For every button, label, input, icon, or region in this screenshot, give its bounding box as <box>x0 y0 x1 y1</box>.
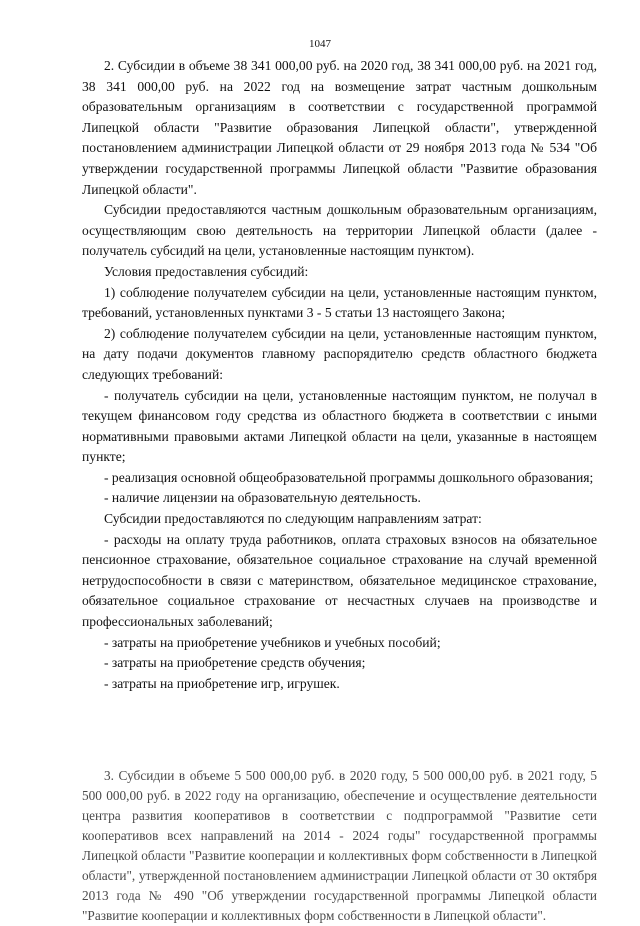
page-number: 1047 <box>309 38 331 50</box>
paragraph-directions-heading: Субсидии предоставляются по следующим направлениям затрат: <box>104 511 482 527</box>
paragraph-condition-1: 1) соблюдение получателем субсидии на цели, установленные настоящим пунктом, требований, установленных пунктами 3 - 5 статьи 13 настоящего Закона; <box>82 284 597 321</box>
paragraph-direction-3: - затраты на приобретение средств обучения; <box>104 655 366 671</box>
paragraph-conditions-heading: Условия предоставления субсидий: <box>104 263 309 279</box>
paragraph-requirement-3: - наличие лицензии на образовательную деятельность. <box>104 490 421 506</box>
paragraph-condition-2: 2) соблюдение получателем субсидии на цели, установленные настоящим пунктом, на дату подачи документов главному распорядителю средств областного бюджета следующих требований: <box>82 325 597 382</box>
paragraph-requirement-1: - получатель субсидии на цели, установленные настоящим пунктом, не получал в текущем финансовом году средства из областного бюджета в соответствии с иными нормативными правовыми актами Липецкой области на цели, указанные в настоящем пункте; <box>82 387 597 465</box>
paragraph-direction-4: - затраты на приобретение игр, игрушек. <box>104 675 340 691</box>
document-body <box>82 56 597 926</box>
paragraph-subsidy-3: 3. Субсидии в объеме 5 500 000,00 руб. в 2020 году, 5 500 000,00 руб. в 2021 году, 5 500 000,00 руб. в 2022 году на организацию, обеспечение и осуществление деятельности центра развития кооперативов в соответствии с подпрограммой "Развитие сети кооперативов всех направлений на 2014 - 2024 годы" государственной программы Липецкой области "Развитие кооперации и коллективных форм собственности в Липецкой области", утвержденной постановлением администрации Липецкой области от 30 октября 2013 года № 490 "Об утверждении государственной программы Липецкой области "Развитие кооперации и коллективных форм собственности в Липецкой области". <box>82 768 597 924</box>
paragraph-direction-2: - затраты на приобретение учебников и учебных пособий; <box>104 634 441 650</box>
paragraph-subsidy-2: 2. Субсидии в объеме 38 341 000,00 руб. на 2020 год, 38 341 000,00 руб. на 2021 год, 38 341 000,00 руб. на 2022 год на возмещение затрат частным дошкольным образовательным организациям в соответствии с государственной программой Липецкой области "Развитие образования Липецкой области", утвержденной постановлением администрации Липецкой области от 29 ноября 2013 года № 534 "Об утверждении государственной программы Липецкой области "Развитие образования Липецкой области". <box>82 58 597 197</box>
paragraph-recipients: Субсидии предоставляются частным дошкольным образовательным организациям, осуществляющим свою деятельность на территории Липецкой области (далее - получатель субсидий на цели, установленные настоящим пунктом). <box>82 202 597 259</box>
paragraph-requirement-2: - реализация основной общеобразовательной программы дошкольного образования; <box>104 469 594 485</box>
paragraph-direction-1: - расходы на оплату труда работников, оплата страховых взносов на обязательное пенсионное страхование, обязательное социальное страхование на случай временной нетрудоспособности в связи с материнством, обязательное медицинское страхование, обязательное социальное страхование от несчастных случаев на производстве и профессиональных заболеваний; <box>82 531 597 630</box>
